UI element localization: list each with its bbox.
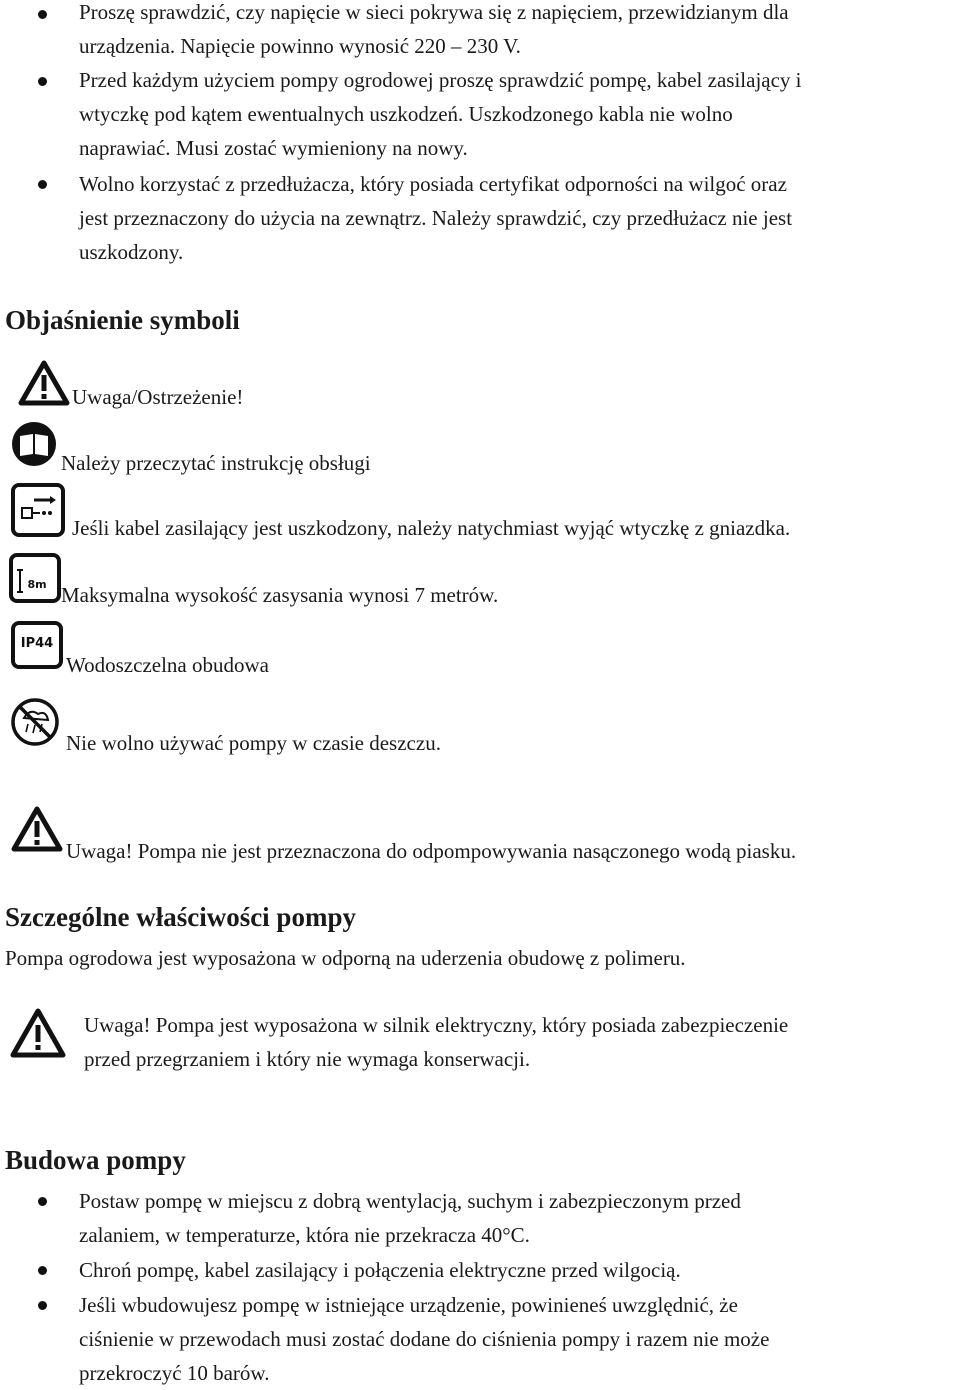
bullet-text <box>79 0 789 63</box>
symbol-text-warning: Uwaga/Ostrzeżenie! <box>72 385 244 409</box>
text-line: Uwaga! Pompa jest wyposażona w silnik elektryczny, który posiada zabezpieczenie <box>84 1013 789 1037</box>
text-line: zalaniem, w temperaturze, która nie przekracza 40°C. <box>79 1223 530 1247</box>
bullet-dot <box>38 77 47 86</box>
text-line: Chroń pompę, kabel zasilający i połączenia elektryczne przed wilgocią. <box>79 1258 681 1282</box>
symbol-text-read-manual: Należy przeczytać instrukcję obsługi <box>61 451 371 475</box>
text-line: uszkodzony. <box>79 240 184 264</box>
symbol-text-unplug: Jeśli kabel zasilający jest uszkodzony, należy natychmiast wyjąć wtyczkę z gniazdka. <box>72 516 791 540</box>
text-line: jest przeznaczony do użycia na zewnątrz. Należy sprawdzić, czy przedłużacz nie jest <box>79 206 793 230</box>
symbol-text-ip44: Wodoszczelna obudowa <box>66 653 269 677</box>
text-line: przed przegrzaniem i który nie wymaga konserwacji. <box>84 1047 531 1071</box>
no-rain-icon <box>8 696 62 748</box>
text-line: urządzenia. Napięcie powinno wynosić 220 – 230 V. <box>79 34 521 58</box>
sand-warning-text: Uwaga! Pompa nie jest przeznaczona do odpompowywania nasączonego wodą piasku. <box>66 839 797 863</box>
text-line: Jeśli wbudowujesz pompę w istniejące urządzenie, powinieneś uwzględnić, że <box>79 1293 738 1317</box>
warning-triangle-icon <box>10 1008 66 1058</box>
bullet-dot <box>38 180 47 189</box>
symbol-text-suction-height: Maksymalna wysokość zasysania wynosi 7 metrów. <box>61 583 499 607</box>
text-line: przekroczyć 10 barów. <box>79 1361 270 1385</box>
symbol-text-no-rain: Nie wolno używać pompy w czasie deszczu. <box>66 731 441 755</box>
ip44-icon <box>10 620 64 670</box>
bullet-text <box>79 1288 769 1390</box>
bullet-text <box>79 63 802 165</box>
ip44-label: IP44 <box>20 636 54 651</box>
warning-triangle-icon <box>11 806 63 852</box>
bullet-dot <box>38 1301 47 1310</box>
text-line: Proszę sprawdzić, czy napięcie w sieci pokrywa się z napięciem, przewidzianym dla <box>79 0 789 24</box>
suction-height-label: 8m <box>27 578 47 591</box>
features-heading: Szczególne właściwości pompy <box>5 902 356 932</box>
unplug-icon <box>10 482 66 538</box>
text-line: Postaw pompę w miejscu z dobrą wentylacją, suchym i zabezpieczonym przed <box>79 1189 741 1213</box>
text-line: wtyczkę pod kątem ewentualnych uszkodzeń. Uszkodzonego kabla nie wolno <box>79 102 733 126</box>
text-line: ciśnienie w przewodach musi zostać dodane do ciśnienia pompy i razem nie może <box>79 1327 770 1351</box>
warning-triangle-icon <box>18 360 70 406</box>
features-body: Pompa ogrodowa jest wyposażona w odporną na uderzenia obudowę z polimeru. <box>5 946 686 970</box>
features-warning-text <box>84 1008 788 1076</box>
bullet-text <box>79 1184 741 1252</box>
text-line: naprawiać. Musi zostać wymieniony na nowy. <box>79 136 468 160</box>
bullet-text <box>79 1253 681 1287</box>
bullet-dot <box>38 10 47 19</box>
read-manual-icon <box>10 420 58 468</box>
bullet-text <box>79 167 792 269</box>
suction-height-icon <box>8 552 62 604</box>
text-line: Wolno korzystać z przedłużacza, który posiada certyfikat odporności na wilgoć oraz <box>79 172 787 196</box>
symbols-heading: Objaśnienie symboli <box>5 305 240 335</box>
bullet-dot <box>38 1266 47 1275</box>
bullet-dot <box>38 1197 47 1206</box>
construction-heading: Budowa pompy <box>5 1145 186 1175</box>
text-line: Przed każdym użyciem pompy ogrodowej proszę sprawdzić pompę, kabel zasilający i <box>79 68 802 92</box>
